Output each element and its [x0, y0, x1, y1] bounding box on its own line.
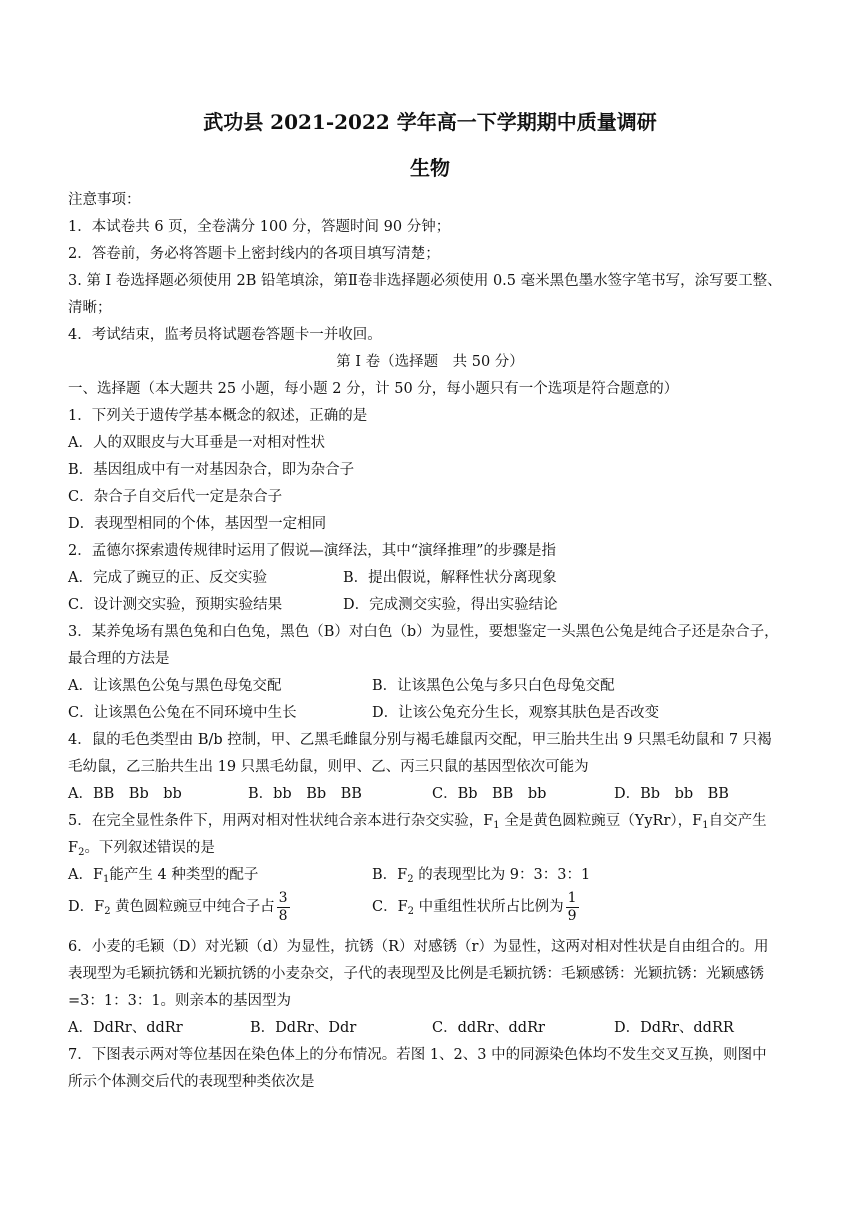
q6-stem-line2: 表现型为毛颖抗锈和光颖抗锈的小麦杂交，子代的表现型及比例是毛颖抗锈：毛颖感锈：光颖抗锈：光颖感锈: [68, 966, 764, 982]
notice-item-2: 2．答卷前，务必将答题卡上密封线内的各项目填写清楚；: [68, 246, 440, 262]
q2-option-d: D．完成测交实验，得出实验结论: [343, 597, 558, 613]
q1-option-a: A．人的双眼皮与大耳垂是一对相对性状: [68, 435, 325, 451]
q5-stem-line2: $F_2$。下列叙述错误的是: [68, 840, 215, 858]
q6-stem-line3: =3：1：3：1。则亲本的基因型为: [68, 993, 292, 1009]
q6-option-d: D．DdRr、ddRR: [614, 1020, 734, 1036]
q4-option-d: D．Bb bb BB: [614, 786, 729, 802]
q4-option-b: B．bb Bb BB: [248, 786, 362, 802]
q6-option-b: B．DdRr、Ddr: [250, 1020, 357, 1036]
q6-option-a: A．DdRr、ddRr: [68, 1020, 183, 1036]
q1-option-d: D．表现型相同的个体，基因型一定相同: [68, 516, 327, 532]
q5-option-c: C．$F_2$ 中重组性状所占比例为 $\frac{1}{9}$: [372, 889, 577, 924]
q4-option-a: A．BB Bb bb: [68, 786, 182, 802]
q2-option-c: C．设计测交实验，预期实验结果: [68, 597, 283, 613]
q7-stem-line1: 7．下图表示两对等位基因在染色体上的分布情况。若图 1、2、3 中的同源染色体均不发生交叉互换，则图中: [68, 1047, 767, 1063]
subject-title: 生物: [410, 156, 450, 180]
q5-option-d-fraction: $\frac{3}{8}$: [278, 889, 288, 924]
notice-item-4: 4．考试结束，监考员将试题卷答题卡一并收回。: [68, 327, 382, 343]
q6-option-c: C．ddRr、ddRr: [432, 1020, 545, 1036]
q5-option-a: A．$F_1$能产生 4 种类型的配子: [68, 867, 259, 885]
part-title: 第 I 卷（选择题 共 50 分）: [336, 354, 524, 370]
q6-stem-line1: 6．小麦的毛颖（D）对光颖（d）为显性，抗锈（R）对感锈（r）为显性，这两对相对性状是自由组合的。用: [68, 939, 769, 955]
q5-option-b: B．$F_2$ 的表现型比为 9：3：3：1: [372, 867, 591, 885]
q4-option-c: C．Bb BB bb: [432, 786, 547, 802]
q1-option-b: B．基因组成中有一对基因杂合，即为杂合子: [68, 462, 355, 478]
exam-title: 武功县 2021-2022 学年高一下学期期中质量调研: [203, 110, 657, 134]
q3-option-c: C．让该黑色公兔在不同环境中生长: [68, 705, 297, 721]
section-instruction: 一、选择题（本大题共 25 小题，每小题 2 分，计 50 分，每小题只有一个选项是符合题意的）: [68, 381, 679, 397]
q3-option-a: A．让该黑色公兔与黑色母兔交配: [68, 678, 282, 694]
q5-option-d: D．$F_2$ 黄色圆粒豌豆中纯合子占 $\frac{3}{8}$: [68, 889, 288, 924]
notice-item-3: 3. 第 I 卷选择题必须使用 2B 铅笔填涂，第Ⅱ卷非选择题必须使用 0.5 毫米黑色墨水签字笔书写，涂写要工整、: [68, 273, 782, 289]
notice-item-3-cont: 清晰；: [68, 300, 112, 316]
q3-option-d: D．让该公兔充分生长，观察其肤色是否改变: [372, 705, 660, 721]
q2-option-b: B．提出假说，解释性状分离现象: [343, 570, 557, 586]
q4-stem-line1: 4．鼠的毛色类型由 B/b 控制，甲、乙黑毛雌鼠分别与褐毛雄鼠丙交配，甲三胎共生出 9 只黑毛幼鼠和 7 只褐: [68, 732, 772, 748]
q1-option-c: C．杂合子自交后代一定是杂合子: [68, 489, 283, 505]
q1-stem: 1．下列关于遗传学基本概念的叙述，正确的是: [68, 408, 368, 424]
q7-stem-line2: 所示个体测交后代的表现型种类依次是: [68, 1074, 315, 1090]
q3-option-b: B．让该黑色公兔与多只白色母兔交配: [372, 678, 615, 694]
q3-stem-line2: 最合理的方法是: [68, 651, 170, 667]
q2-stem: 2．孟德尔探索遗传规律时运用了假说—演绎法，其中“演绎推理”的步骤是指: [68, 543, 557, 559]
q3-stem-line1: 3．某养兔场有黑色兔和白色兔，黑色（B）对白色（b）为显性，要想鉴定一头黑色公兔是纯合子还是杂合子，: [68, 624, 779, 640]
q4-stem-line2: 毛幼鼠，乙三胎共生出 19 只黑毛幼鼠，则甲、乙、丙三只鼠的基因型依次可能为: [68, 759, 589, 775]
q2-option-a: A．完成了豌豆的正、反交实验: [68, 570, 267, 586]
q5-stem-line1: 5．在完全显性条件下，用两对相对性状纯合亲本进行杂交实验，$F_1$ 全是黄色圆粒豌豆（YyRr），$F_1$自交产生: [68, 813, 767, 831]
q5-option-c-fraction: $\frac{1}{9}$: [567, 889, 577, 924]
notice-heading: 注意事项：: [68, 192, 141, 208]
notice-item-1: 1．本试卷共 6 页，全卷满分 100 分，答题时间 90 分钟；: [68, 219, 451, 235]
